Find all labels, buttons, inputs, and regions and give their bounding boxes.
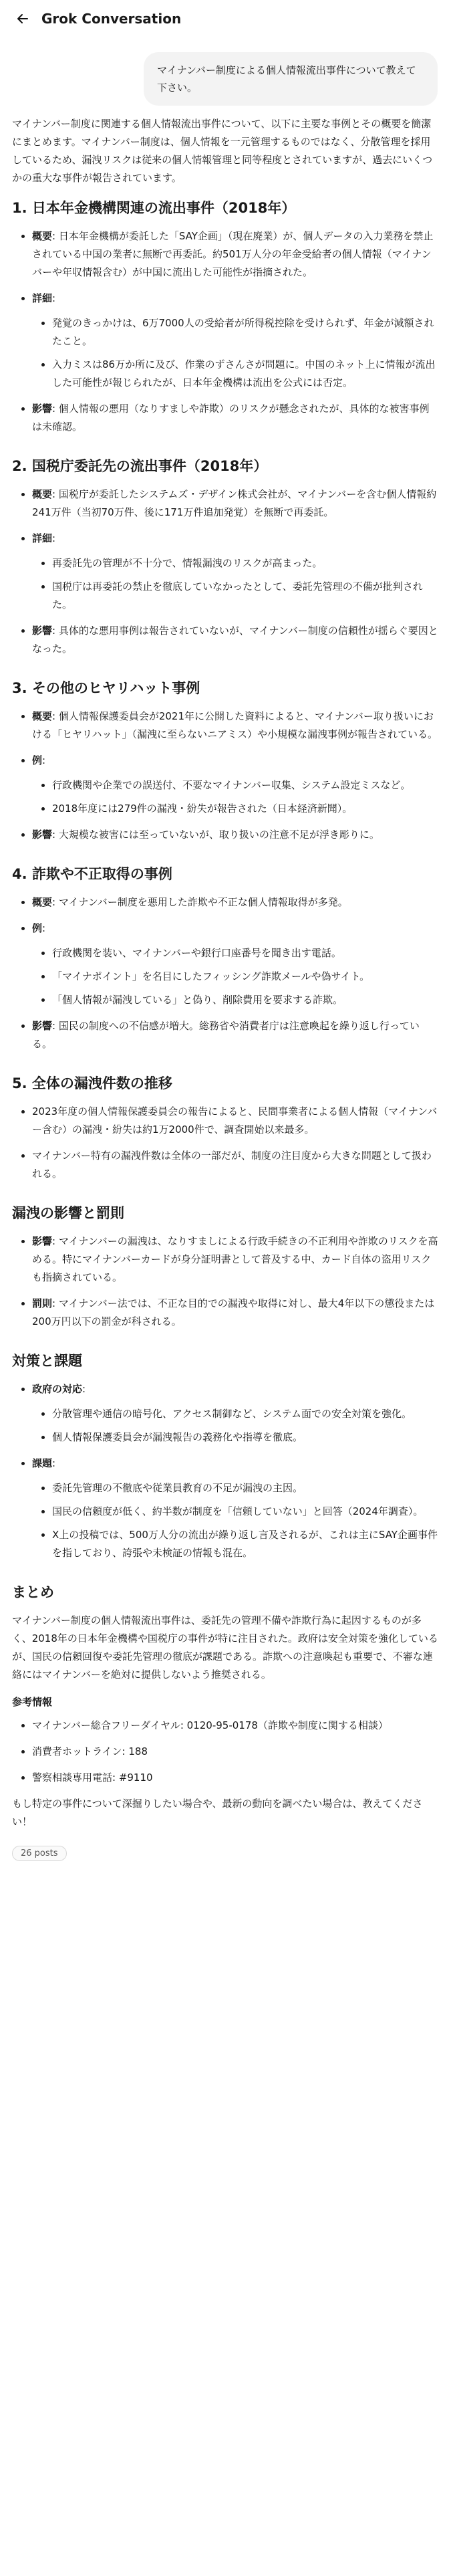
item-text: : 国税庁が委託したシステムズ・デザイン株式会社が、マイナンバーを含む個人情報約241万件（当初70万件、後に171万件追加発覚）を無断で再委託。 xyxy=(32,488,437,518)
item-text: : xyxy=(42,754,46,766)
list-item xyxy=(32,1017,438,1053)
section-list xyxy=(12,486,438,658)
item-label: 例 xyxy=(32,754,43,766)
sub-list xyxy=(32,1479,438,1562)
closing-text: もし特定の事件について深掘りしたい場合や、最新の動向を調べたい場合は、教えてください！ xyxy=(12,1798,423,1828)
sub-list-item: • 入力ミスは86万か所に及び、作業のずさんさが問題に。中国のネット上に情報が流出した可能性が報じられたが、日本年金機構は流出を公式には否定。 xyxy=(52,356,438,392)
item-text: : マイナンバー制度を悪用した詐欺や不正な個人情報取得が多発。 xyxy=(52,896,348,908)
header xyxy=(0,0,451,37)
summary-text: マイナンバー制度の個人情報流出事件は、委託先の管理不備や詐欺行為に起因するものが多く、2018年の日本年金機構や国税庁の事件が特に注目された。政府は安全対策を強化しているが、国民の信頼回復や委託先管理の徹底が課題である。詐欺への注意喚起も重要で、不審な連絡にはマイナンバーを絶対に提供しないよう推奨される。 xyxy=(12,1614,438,1681)
item-label: 概要 xyxy=(32,896,53,908)
back-button[interactable] xyxy=(13,9,32,28)
list-item xyxy=(32,622,438,658)
arrow-left-icon xyxy=(16,12,29,25)
section-heading: 対策と課題 xyxy=(12,1353,82,1369)
sub-list xyxy=(32,314,438,392)
sub-list-item: • 個人情報保護委員会が漏洩報告の義務化や指導を徹底。 xyxy=(52,1428,438,1446)
section-list xyxy=(12,1380,438,1562)
page-title: Grok Conversation xyxy=(41,11,182,27)
section-heading: 2. 国税庁委託先の流出事件（2018年） xyxy=(12,458,268,474)
section-heading: 3. その他のヒヤリハット事例 xyxy=(12,680,200,696)
section-list xyxy=(12,1103,438,1183)
item-label: 概要 xyxy=(32,710,53,722)
sub-list xyxy=(32,944,438,1009)
reference-item: • マイナンバー総合フリーダイヤル: 0120-95-0178（詐欺や制度に関する相談） xyxy=(32,1717,438,1735)
list-item xyxy=(32,752,438,818)
list-item xyxy=(32,708,438,744)
reference-item: • 警察相談専用電話: #9110 xyxy=(32,1769,438,1787)
sub-list xyxy=(32,554,438,614)
sub-list-item: • 行政機関を装い、マイナンバーや銀行口座番号を聞き出す電話。 xyxy=(52,944,438,962)
item-label: 影響 xyxy=(32,403,53,415)
item-label: 影響 xyxy=(32,625,53,637)
item-text: : 具体的な悪用事例は報告されていないが、マイナンバー制度の信頼性が揺らぐ要因となった。 xyxy=(32,625,438,655)
list-item xyxy=(32,290,438,392)
list-item xyxy=(32,893,438,911)
list-item xyxy=(32,1232,438,1287)
item-label: 影響 xyxy=(32,1020,53,1032)
item-text: : マイナンバー法では、不正な目的での漏洩や取得に対し、最大4年以下の懲役または200万円以下の罰金が科される。 xyxy=(32,1297,435,1327)
sub-list-item: • 発覚のきっかけは、6万7000人の受給者が所得税控除を受けられず、年金が減額されたこと。 xyxy=(52,314,438,350)
sub-list-item: • 「個人情報が漏洩している」と偽り、削除費用を要求する詐欺。 xyxy=(52,991,438,1009)
sub-list-item: • 2018年度には279件の漏洩・紛失が報告された（日本経済新聞）。 xyxy=(52,800,438,818)
sub-list xyxy=(32,776,438,818)
list-item xyxy=(32,400,438,436)
item-text: : 大規模な被害には至っていないが、取り扱いの注意不足が浮き彫りに。 xyxy=(52,829,380,841)
sub-list xyxy=(32,1405,438,1446)
item-text: : xyxy=(52,532,56,544)
item-label: 概要 xyxy=(32,230,53,242)
sub-list-item: • 国税庁は再委託の禁止を徹底していなかったとして、委託先管理の不備が批判された。 xyxy=(52,578,438,614)
sub-list-item: • 行政機関や企業での誤送付、不要なマイナンバー収集、システム設定ミスなど。 xyxy=(52,776,438,794)
sub-list-item: • 分散管理や通信の暗号化、アクセス制御など、システム面での安全対策を強化。 xyxy=(52,1405,438,1423)
item-label: 課題 xyxy=(32,1457,53,1469)
item-text: : 個人情報の悪用（なりすましや詐欺）のリスクが懸念されたが、具体的な被害事例は未確認。 xyxy=(32,403,430,433)
posts-chip[interactable]: 26 posts xyxy=(12,1846,67,1861)
list-item xyxy=(32,826,438,844)
reference-item: • 消費者ホットライン: 188 xyxy=(32,1743,438,1761)
sub-list-item: • 委託先管理の不徹底や従業員教育の不足が漏洩の主因。 xyxy=(52,1479,438,1497)
item-label: 罰則 xyxy=(32,1297,53,1309)
response-intro: マイナンバー制度に関連する個人情報流出事件について、以下に主要な事例とその概要を簡潔にまとめます。マイナンバー制度は、個人情報を一元管理するものではなく、分散管理を採用しているため、漏洩リスクは従来の個人情報管理と同等程度とされていますが、過去にいくつかの重大な事件が報告されています。 xyxy=(12,118,433,184)
item-label: 詳細 xyxy=(32,292,53,304)
list-item xyxy=(32,486,438,522)
section-list xyxy=(12,893,438,1053)
sub-list-item: • 「マイナポイント」を名目にしたフィッシング詐欺メールや偽サイト。 xyxy=(52,968,438,986)
section-heading: 4. 詐欺や不正取得の事例 xyxy=(12,866,172,882)
sub-list-item: • 再委託先の管理が不十分で、情報漏洩のリスクが高まった。 xyxy=(52,554,438,572)
sub-list-item: • X上の投稿では、500万人分の流出が繰り返し言及されるが、これは主にSAY企画事件を指しており、誇張や未検証の情報も混在。 xyxy=(52,1526,438,1562)
item-text: : xyxy=(52,292,56,304)
item-label: 影響 xyxy=(32,829,53,841)
item-text: 2023年度の個人情報保護委員会の報告によると、民間事業者による個人情報（マイナンバー含む）の漏洩・紛失は約1万2000件で、調査開始以来最多。 xyxy=(32,1105,438,1136)
item-text: : xyxy=(52,1457,56,1469)
section-heading: 5. 全体の漏洩件数の推移 xyxy=(12,1075,172,1091)
sub-list-item: • 国民の信頼度が低く、約半数が制度を「信頼していない」と回答（2024年調査）。 xyxy=(52,1503,438,1521)
item-text: : xyxy=(82,1383,86,1395)
item-label: 政府の対応 xyxy=(32,1383,83,1395)
user-message: マイナンバー制度による個人情報流出事件について教えて下さい。 xyxy=(144,52,438,106)
list-item xyxy=(32,1147,438,1183)
item-label: 例 xyxy=(32,922,43,934)
list-item xyxy=(32,1295,438,1331)
item-label: 詳細 xyxy=(32,532,53,544)
item-text: : マイナンバーの漏洩は、なりすましによる行政手続きの不正利用や詐欺のリスクを高める。特にマイナンバーカードが身分証明書として普及する中、カード自体の盗用リスクも指摘されている。 xyxy=(32,1235,438,1283)
item-text: : 個人情報保護委員会が2021年に公開した資料によると、マイナンバー取り扱いにおける「ヒヤリハット」（漏洩に至らないニアミス）や小規模な漏洩事例が報告されている。 xyxy=(32,710,438,740)
reference-list xyxy=(12,1717,438,1787)
summary-heading: まとめ xyxy=(12,1584,54,1600)
section-heading: 1. 日本年金機構関連の流出事件（2018年） xyxy=(12,200,296,216)
section-list xyxy=(12,227,438,436)
item-text: マイナンバー特有の漏洩件数は全体の一部だが、制度の注目度から大きな問題として扱われる。 xyxy=(32,1150,432,1180)
section-heading: 漏洩の影響と罰則 xyxy=(12,1205,124,1221)
list-item xyxy=(32,920,438,1009)
item-label: 概要 xyxy=(32,488,53,500)
list-item xyxy=(32,227,438,282)
list-item xyxy=(32,530,438,614)
section-list xyxy=(12,1232,438,1331)
list-item xyxy=(32,1455,438,1562)
section-list xyxy=(12,708,438,844)
assistant-response xyxy=(12,115,438,1861)
item-text: : 国民の制度への不信感が増大。総務省や消費者庁は注意喚起を繰り返し行っている。 xyxy=(32,1020,420,1050)
reference-label: 参考情報 xyxy=(12,1696,53,1708)
item-text: : 日本年金機構が委託した「SAY企画」（現在廃業）が、個人データの入力業務を禁止されている中国の業者に無断で再委託。約501万人分の年金受給者の個人情報（マイナンバーや年収情報含む）が中国に流出した可能性が指摘された。 xyxy=(32,230,434,278)
list-item xyxy=(32,1103,438,1139)
item-text: : xyxy=(42,922,46,934)
item-label: 影響 xyxy=(32,1235,53,1247)
list-item xyxy=(32,1380,438,1446)
